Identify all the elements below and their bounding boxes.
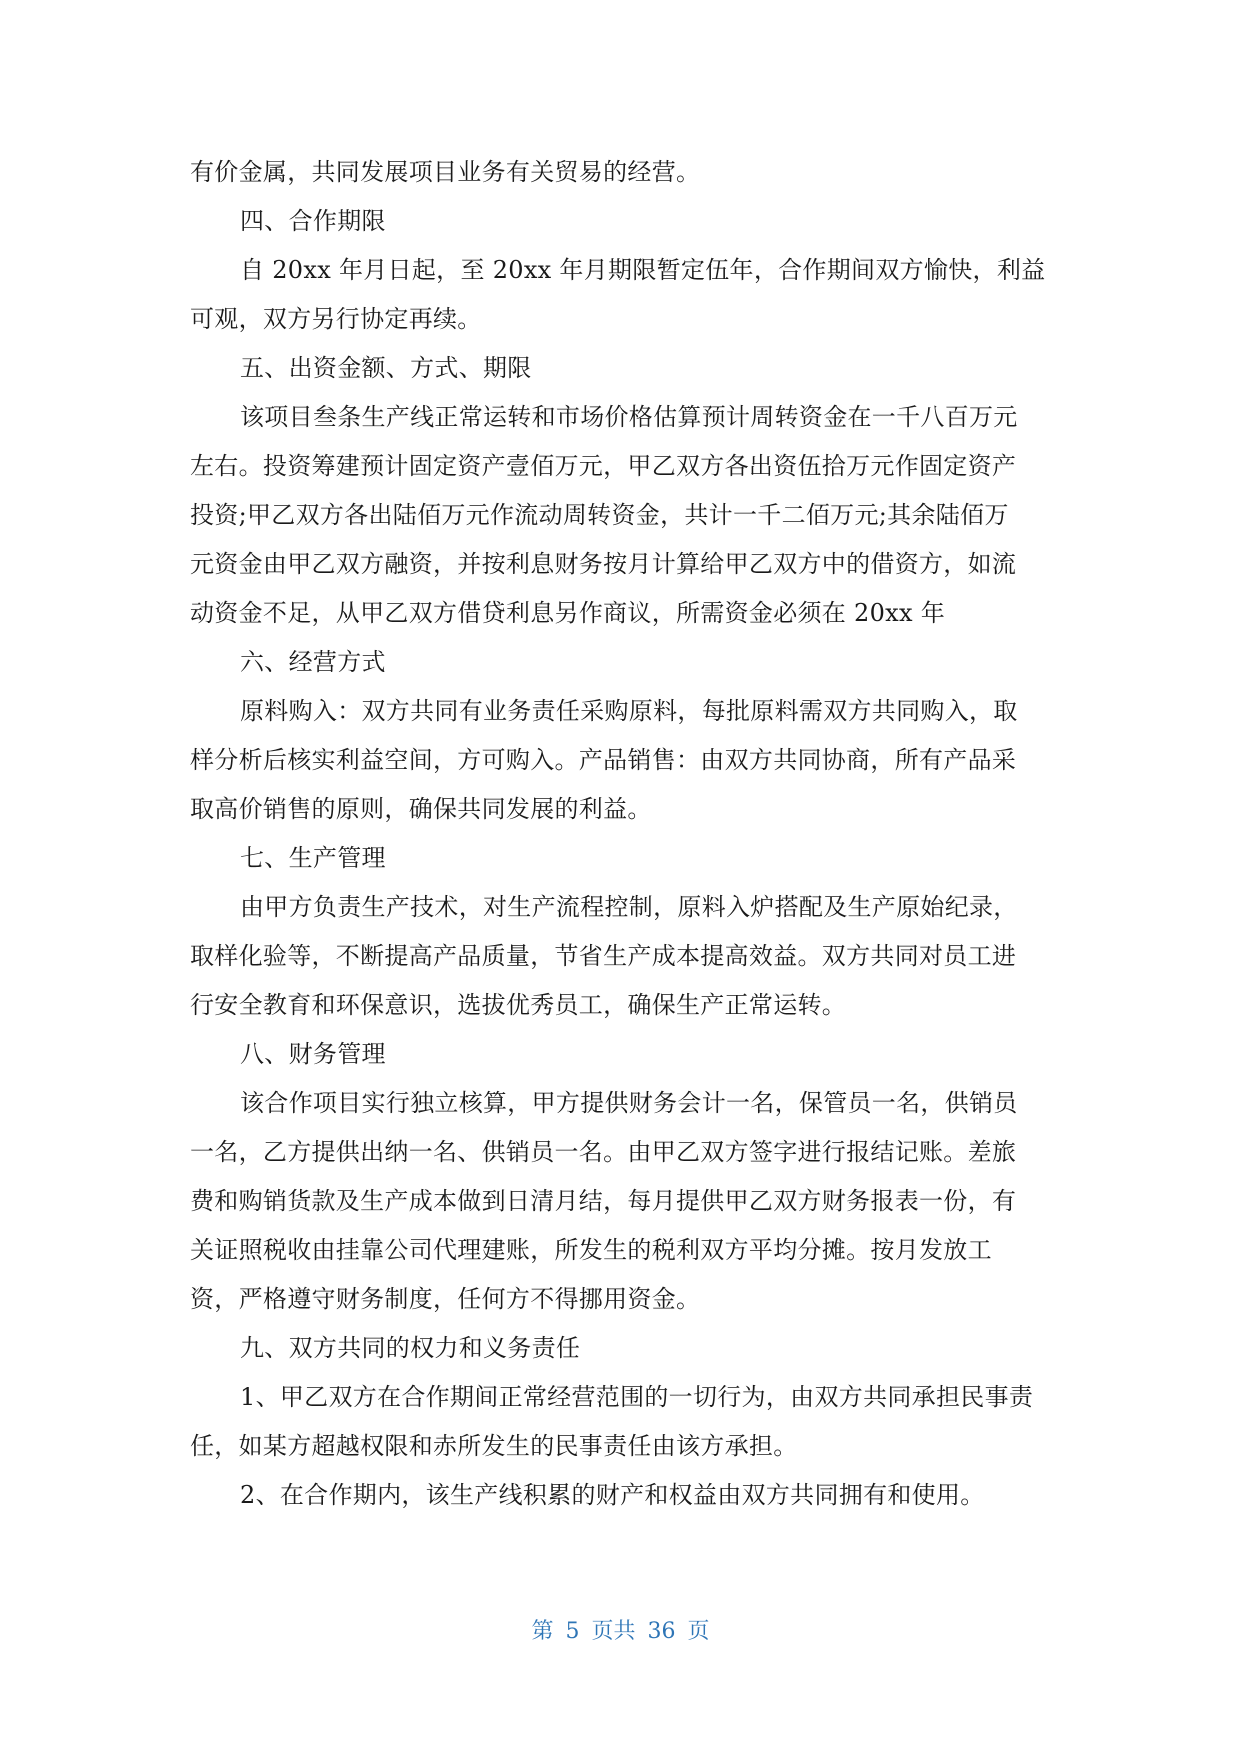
paragraph-line: 取样化验等，不断提高产品质量，节省生产成本提高效益。双方共同对员工进 xyxy=(190,942,1017,970)
footer-middle: 页共 xyxy=(591,1619,636,1644)
paragraph-line: 该合作项目实行独立核算，甲方提供财务会计一名，保管员一名，供销员 xyxy=(240,1089,1018,1117)
paragraph-line: 可观，双方另行协定再续。 xyxy=(190,305,482,333)
paragraph-line: 左右。投资筹建预计固定资产壹佰万元，甲乙双方各出资伍拾万元作固定资产 xyxy=(190,452,1017,480)
paragraph-line: 关证照税收由挂靠公司代理建账，所发生的税利双方平均分摊。按月发放工 xyxy=(190,1236,992,1264)
footer-total-pages: 36 xyxy=(647,1619,676,1644)
paragraph-line: 取高价销售的原则，确保共同发展的利益。 xyxy=(190,795,652,823)
paragraph-line: 资，严格遵守财务制度，任何方不得挪用资金。 xyxy=(190,1285,701,1313)
section-heading: 五、出资金额、方式、期限 xyxy=(240,354,532,382)
section-heading: 七、生产管理 xyxy=(240,844,386,872)
paragraph-line: 该项目叁条生产线正常运转和市场价格估算预计周转资金在一千八百万元 xyxy=(240,403,1018,431)
document-body xyxy=(190,148,1052,1520)
paragraph-line: 样分析后核实利益空间，方可购入。产品销售：由双方共同协商，所有产品采 xyxy=(190,746,1017,774)
paragraph-line: 一名，乙方提供出纳一名、供销员一名。由甲乙双方签字进行报结记账。差旅 xyxy=(190,1138,1017,1166)
paragraph-line: 自 20xx 年月日起，至 20xx 年月期限暂定伍年，合作期间双方愉快，利益 xyxy=(240,256,1046,284)
section-heading: 九、双方共同的权力和义务责任 xyxy=(240,1334,581,1362)
section-heading: 四、合作期限 xyxy=(240,207,386,235)
paragraph-line: 行安全教育和环保意识，选拔优秀员工，确保生产正常运转。 xyxy=(190,991,847,1019)
paragraph-line: 任，如某方超越权限和赤所发生的民事责任由该方承担。 xyxy=(190,1432,798,1460)
section-heading: 六、经营方式 xyxy=(240,648,386,676)
paragraph-line: 2、在合作期内，该生产线积累的财产和权益由双方共同拥有和使用。 xyxy=(240,1481,985,1509)
footer-prefix: 第 xyxy=(531,1619,554,1644)
paragraph-line: 由甲方负责生产技术，对生产流程控制，原料入炉搭配及生产原始纪录， xyxy=(240,893,1018,921)
paragraph-line: 动资金不足，从甲乙双方借贷利息另作商议，所需资金必须在 20xx 年 xyxy=(190,599,946,627)
footer-page-number: 5 xyxy=(565,1619,580,1644)
paragraph-line: 投资;甲乙双方各出陆佰万元作流动周转资金，共计一千二佰万元;其余陆佰万 xyxy=(190,501,1009,529)
paragraph-line: 有价金属，共同发展项目业务有关贸易的经营。 xyxy=(190,158,701,186)
paragraph-line: 1、甲乙双方在合作期间正常经营范围的一切行为，由双方共同承担民事责 xyxy=(240,1383,1034,1411)
section-heading: 八、财务管理 xyxy=(240,1040,386,1068)
footer-suffix: 页 xyxy=(687,1619,710,1644)
paragraph-line: 原料购入：双方共同有业务责任采购原料，每批原料需双方共同购入，取 xyxy=(240,697,1018,725)
paragraph-line: 元资金由甲乙双方融资，并按利息财务按月计算给甲乙双方中的借资方，如流 xyxy=(190,550,1017,578)
paragraph-line: 费和购销货款及生产成本做到日清月结，每月提供甲乙双方财务报表一份，有 xyxy=(190,1187,1017,1215)
page-footer xyxy=(0,1614,1241,1645)
